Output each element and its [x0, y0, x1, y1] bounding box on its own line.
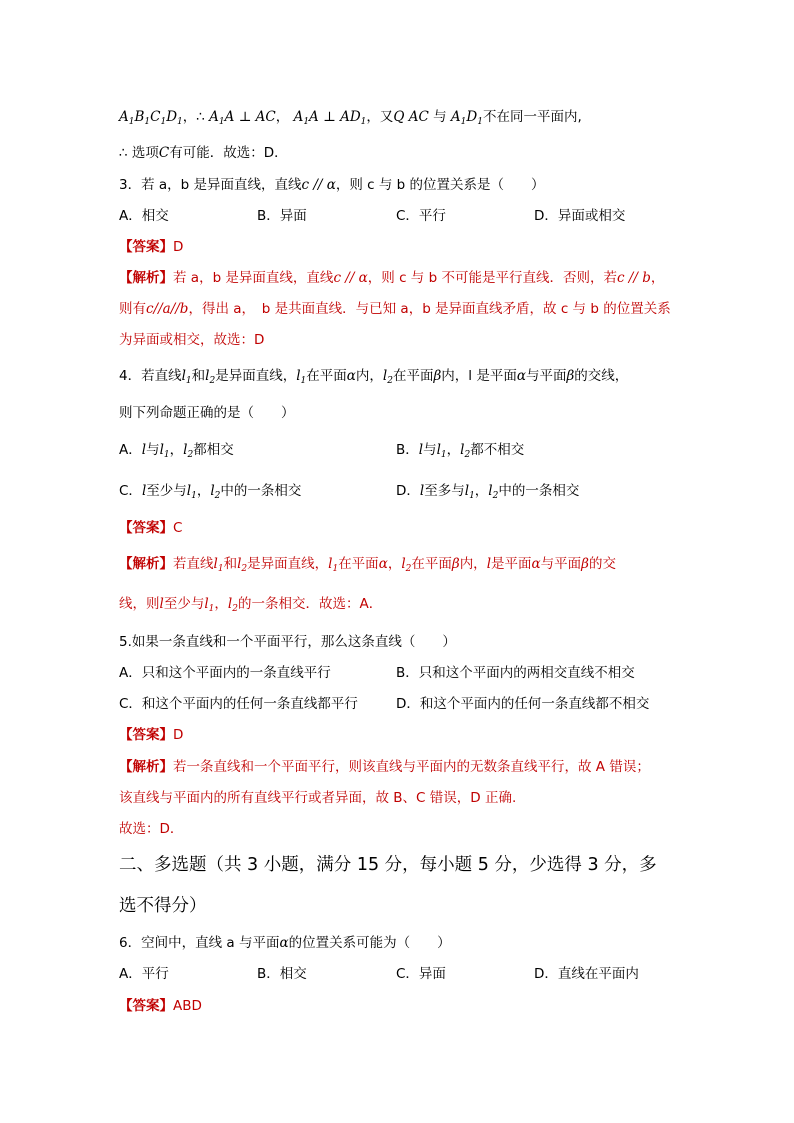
q5-option-c: C．和这个平面内的任何一条直线都平行	[119, 696, 358, 712]
q4-answer: 【答案】C	[119, 520, 183, 536]
q3-option-d: D．异面或相交	[534, 208, 626, 224]
q4-option-a: A．l与$l_1$，$l_2$都相交	[119, 442, 234, 460]
q3-analysis-line-2: 则有c//a//b，得出 a， b 是共面直线．与已知 a，b 是异面直线矛盾，故 c 与 b 的位置关系	[119, 301, 671, 317]
q6-option-c: C．异面	[396, 966, 446, 982]
q5-option-a: A．只和这个平面内的一条直线平行	[119, 665, 331, 681]
math-a1a-perp-ac: $A_1A$ ⊥ AC	[209, 109, 276, 127]
math-q-ac: Q AC	[393, 109, 429, 125]
q5-analysis-line-1: 【解析】若一条直线和一个平面平行，则该直线与平面内的无数条直线平行，故 A 错误；	[119, 759, 650, 775]
q6-option-b: B．相交	[257, 966, 307, 982]
math-c: C	[158, 145, 170, 161]
q6-stem: 6．空间中，直线 a 与平面α的位置关系可能为（ ）	[119, 935, 451, 951]
section-heading-line-1: 二、多选题（共 3 小题，满分 15 分，每小题 5 分，少选得 3 分，多	[119, 855, 657, 875]
q5-option-d: D．和这个平面内的任何一条直线都不相交	[396, 696, 650, 712]
q5-answer: 【答案】D	[119, 727, 184, 743]
q5-analysis-line-3: 故选：D．	[119, 821, 184, 837]
q6-option-d: D．直线在平面内	[534, 966, 639, 982]
q3-option-b: B．异面	[257, 208, 307, 224]
section-heading-line-2: 选不得分）	[119, 896, 207, 916]
top-line-2: ∴ 选项C有可能．故选：D．	[119, 145, 288, 161]
q6-answer: 【答案】ABD	[119, 998, 202, 1014]
q5-stem: 5.如果一条直线和一个平面平行，那么这条直线（ ）	[119, 634, 456, 650]
q4-analysis-line-1: 【解析】若直线$l_1$和$l_2$是异面直线，$l_1$在平面α，$l_2$在平面β内，l是平面α与平面β的交	[119, 556, 616, 574]
math-a1d1: $A_1D_1$	[450, 109, 483, 127]
q3-stem: 3．若 a，b 是异面直线，直线c // α，则 c 与 b 的位置关系是（ ）	[119, 177, 545, 193]
q3-analysis-line-3: 为异面或相交，故选：D	[119, 332, 265, 348]
q5-option-b: B．只和这个平面内的两相交直线不相交	[396, 665, 635, 681]
q5-analysis-line-2: 该直线与平面内的所有直线平行或者异面，故 B、C 错误，D 正确.	[119, 790, 517, 806]
q3-analysis-line-1: 【解析】若 a，b 是异面直线，直线c // α，则 c 与 b 不可能是平行直线．否则，若c // b，	[119, 270, 665, 286]
q4-option-b: B．l与$l_1$，$l_2$都不相交	[396, 442, 525, 460]
math-a1b1c1d1: $A_1B_1C_1D_1$	[119, 109, 183, 127]
math-c-parallel-alpha: c // α	[301, 177, 336, 193]
q6-option-a: A．平行	[119, 966, 169, 982]
q4-stem-line-1: 4．若直线$l_1$和$l_2$是异面直线，$l_1$在平面α内，$l_2$在平面β内，l 是平面α与平面β的交线，	[119, 368, 629, 386]
q3-option-c: C．平行	[396, 208, 446, 224]
q4-option-c: C．l至少与$l_1$，$l_2$中的一条相交	[119, 483, 302, 501]
q4-option-d: D．l至多与$l_1$，$l_2$中的一条相交	[396, 483, 580, 501]
q4-analysis-line-2: 线，则l至少与$l_1$，$l_2$的一条相交．故选：A．	[119, 596, 383, 614]
q3-answer: 【答案】D	[119, 239, 184, 255]
q3-option-a: A．相交	[119, 208, 169, 224]
math-a1a-perp-ad1: $A_1A$ ⊥ $AD_1$	[293, 109, 367, 127]
top-line-1: $A_1B_1C_1D_1$，∴ $A_1A$ ⊥ AC， $A_1A$ ⊥ $AD_1$，又Q AC 与 $A_1D_1$不在同一平面内,	[119, 109, 582, 127]
q4-stem-line-2: 则下列命题正确的是（ ）	[119, 405, 295, 421]
